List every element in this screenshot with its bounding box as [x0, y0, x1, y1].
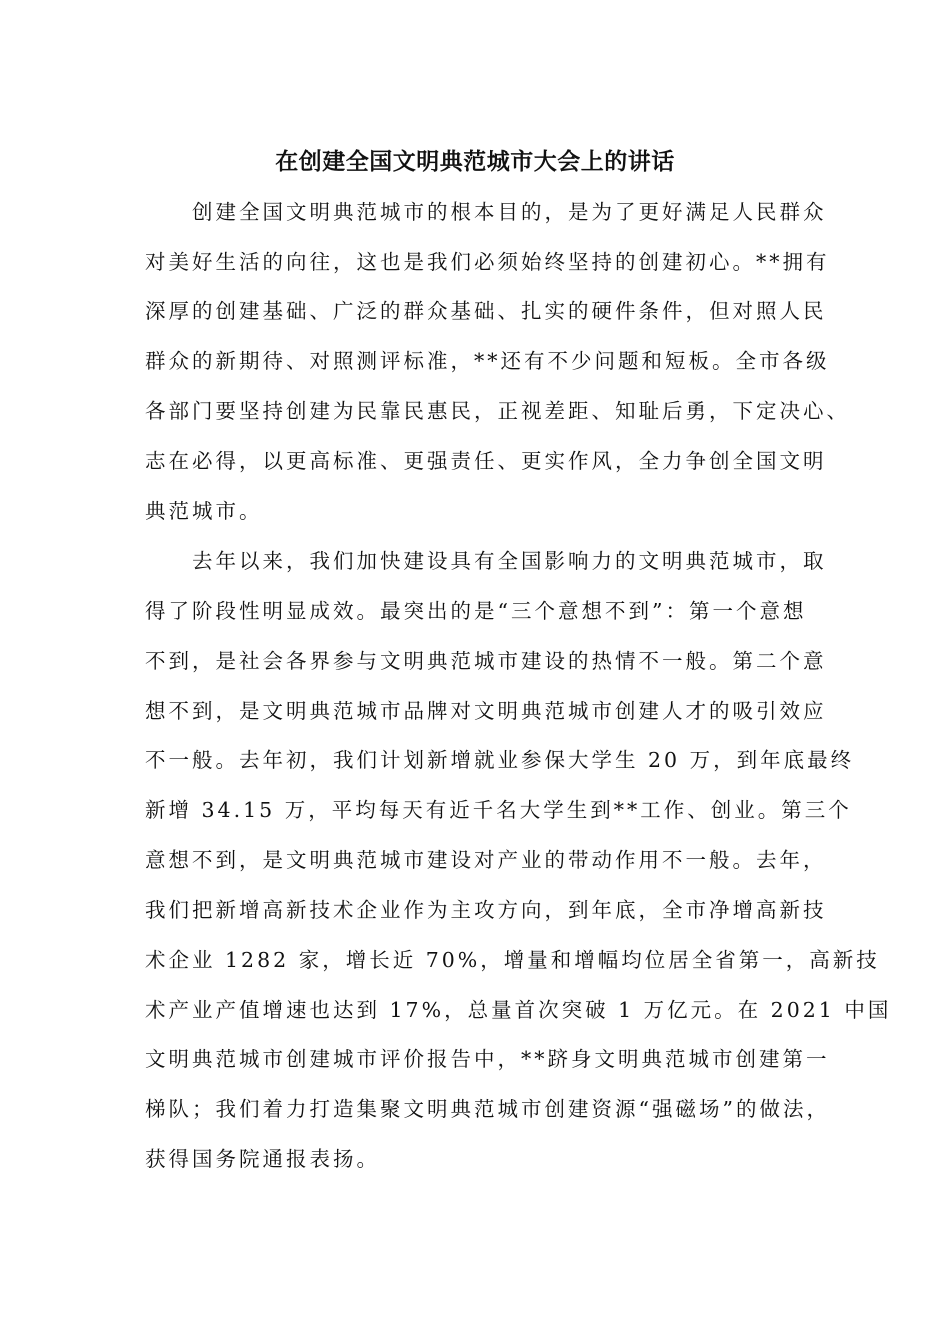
document-title: 在创建全国文明典范城市大会上的讲话	[275, 149, 675, 175]
text-line: 新增 34.15 万，平均每天有近千名大学生到**工作、创业。第三个	[145, 798, 852, 822]
text-line: 不到，是社会各界参与文明典范城市建设的热情不一般。第二个意	[145, 649, 827, 673]
text-line: 志在必得，以更高标准、更强责任、更实作风，全力争创全国文明	[145, 449, 827, 473]
text-line: 想不到，是文明典范城市品牌对文明典范城市创建人才的吸引效应	[145, 699, 827, 723]
text-line: 意想不到，是文明典范城市建设对产业的带动作用不一般。去年，	[145, 848, 827, 872]
text-line: 典范城市。	[145, 499, 263, 523]
text-line: 获得国务院通报表扬。	[145, 1147, 380, 1171]
text-line: 得了阶段性明显成效。最突出的是“三个意想不到”：第一个意想	[145, 599, 807, 623]
text-line: 群众的新期待、对照测评标准，**还有不少问题和短板。全市各级	[145, 349, 830, 373]
text-line: 术企业 1282 家，增长近 70%，增量和增幅均位居全省第一，高新技	[145, 948, 880, 972]
text-line: 深厚的创建基础、广泛的群众基础、扎实的硬件条件，但对照人民	[145, 299, 827, 323]
text-line: 我们把新增高新技术企业作为主攻方向，到年底，全市净增高新技	[145, 898, 827, 922]
text-line: 不一般。去年初，我们计划新增就业参保大学生 20 万，到年底最终	[145, 748, 855, 772]
text-line: 创建全国文明典范城市的根本目的，是为了更好满足人民群众	[145, 200, 827, 224]
text-line: 去年以来，我们加快建设具有全国影响力的文明典范城市，取	[145, 549, 827, 573]
text-line: 梯队；我们着力打造集聚文明典范城市创建资源“强磁场”的做法，	[145, 1097, 830, 1121]
text-line: 文明典范城市创建城市评价报告中，**跻身文明典范城市创建第一	[145, 1047, 830, 1071]
text-line: 对美好生活的向往，这也是我们必须始终坚持的创建初心。**拥有	[145, 250, 830, 274]
text-line: 各部门要坚持创建为民靠民惠民，正视差距、知耻后勇，下定决心、	[145, 399, 850, 423]
text-line: 术产业产值增速也达到 17%，总量首次突破 1 万亿元。在 2021 中国	[145, 998, 892, 1022]
